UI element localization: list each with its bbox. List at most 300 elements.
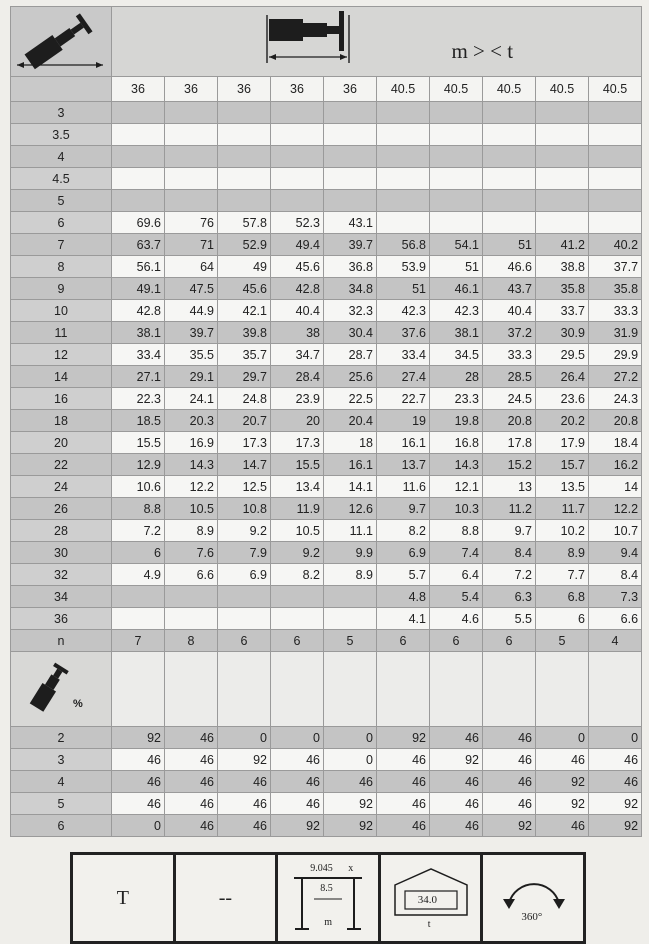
capacity-cell xyxy=(483,168,536,190)
boom-length-cell: 40.5 xyxy=(483,77,536,102)
radius-label: 24 xyxy=(11,476,112,498)
capacity-cell: 54.1 xyxy=(430,234,483,256)
capacity-cell: 46.1 xyxy=(430,278,483,300)
load-row xyxy=(11,586,642,608)
capacity-cell: 6.4 xyxy=(430,564,483,586)
load-row xyxy=(11,520,642,542)
capacity-cell: 9.2 xyxy=(218,520,271,542)
capacity-cell: 38.1 xyxy=(430,322,483,344)
load-row xyxy=(11,124,642,146)
load-row xyxy=(11,432,642,454)
capacity-cell: 28.4 xyxy=(271,366,324,388)
capacity-cell: 9.4 xyxy=(589,542,642,564)
capacity-cell xyxy=(483,146,536,168)
capacity-cell: 16.8 xyxy=(430,432,483,454)
capacity-cell: 39.7 xyxy=(324,234,377,256)
percent-cell: 46 xyxy=(377,793,430,815)
boom-length-row xyxy=(11,77,642,102)
n-cell: 6 xyxy=(430,630,483,652)
capacity-cell xyxy=(165,608,218,630)
capacity-cell: 4.8 xyxy=(377,586,430,608)
boom-length-cell: 36 xyxy=(271,77,324,102)
percent-cell: 46 xyxy=(430,727,483,749)
load-chart-sheet xyxy=(10,6,641,837)
n-cell: 6 xyxy=(377,630,430,652)
radius-label: 3.5 xyxy=(11,124,112,146)
rotation-arrow-icon xyxy=(483,855,583,941)
radius-label: 5 xyxy=(11,190,112,212)
capacity-cell: 6.8 xyxy=(536,586,589,608)
telescopic-boom-icon xyxy=(265,7,365,67)
capacity-cell: 20 xyxy=(271,410,324,432)
capacity-cell: 12.1 xyxy=(430,476,483,498)
radius-label: 36 xyxy=(11,608,112,630)
capacity-cell: 7.2 xyxy=(483,564,536,586)
capacity-cell: 4.9 xyxy=(112,564,165,586)
radius-label: 7 xyxy=(11,234,112,256)
telescope-percent-row xyxy=(11,652,642,727)
percent-cell: 46 xyxy=(218,793,271,815)
outrigger-depth: 8.5 xyxy=(320,883,333,894)
capacity-cell: 51 xyxy=(377,278,430,300)
percent-cell: 0 xyxy=(589,727,642,749)
capacity-cell: 40.2 xyxy=(589,234,642,256)
capacity-cell xyxy=(377,168,430,190)
capacity-cell xyxy=(430,124,483,146)
capacity-cell: 53.9 xyxy=(377,256,430,278)
capacity-cell: 33.4 xyxy=(112,344,165,366)
capacity-cell: 18.4 xyxy=(589,432,642,454)
capacity-cell: 57.8 xyxy=(218,212,271,234)
radius-label: 11 xyxy=(11,322,112,344)
percent-cell: 46 xyxy=(483,793,536,815)
capacity-cell: 6.3 xyxy=(483,586,536,608)
capacity-cell: 5.7 xyxy=(377,564,430,586)
capacity-cell: 24.1 xyxy=(165,388,218,410)
capacity-cell: 69.6 xyxy=(112,212,165,234)
percent-cell: 0 xyxy=(536,727,589,749)
boom-length-cell: 40.5 xyxy=(536,77,589,102)
capacity-cell: 6.6 xyxy=(589,608,642,630)
capacity-cell xyxy=(536,190,589,212)
capacity-cell: 43.7 xyxy=(483,278,536,300)
capacity-cell xyxy=(589,190,642,212)
counterweight-unit: t xyxy=(427,919,431,930)
capacity-cell: 30.4 xyxy=(324,322,377,344)
capacity-cell: 18 xyxy=(324,432,377,454)
capacity-cell: 49.4 xyxy=(271,234,324,256)
capacity-cell: 29.7 xyxy=(218,366,271,388)
capacity-cell: 39.8 xyxy=(218,322,271,344)
capacity-cell: 49.1 xyxy=(112,278,165,300)
blank-cell xyxy=(536,652,589,727)
crane-boom-icon xyxy=(11,7,111,73)
capacity-cell: 20.8 xyxy=(589,410,642,432)
capacity-cell xyxy=(430,190,483,212)
capacity-cell xyxy=(377,124,430,146)
capacity-cell: 35.7 xyxy=(218,344,271,366)
percent-cell: 46 xyxy=(112,793,165,815)
capacity-cell: 18.5 xyxy=(112,410,165,432)
boom-length-cell: 40.5 xyxy=(377,77,430,102)
capacity-cell: 28 xyxy=(430,366,483,388)
percent-cell: 46 xyxy=(271,749,324,771)
n-cell: 8 xyxy=(165,630,218,652)
percent-cell: 92 xyxy=(589,815,642,837)
telescope-row xyxy=(11,749,642,771)
capacity-cell xyxy=(218,102,271,124)
capacity-cell: 11.7 xyxy=(536,498,589,520)
capacity-cell: 76 xyxy=(165,212,218,234)
blank-cell xyxy=(377,652,430,727)
n-cell: 4 xyxy=(589,630,642,652)
capacity-cell: 6.9 xyxy=(377,542,430,564)
capacity-cell: 42.3 xyxy=(430,300,483,322)
boom-length-cell: 36 xyxy=(165,77,218,102)
capacity-cell: 10.5 xyxy=(271,520,324,542)
percent-cell: 46 xyxy=(271,793,324,815)
capacity-cell: 7.7 xyxy=(536,564,589,586)
dash-label: -- xyxy=(218,886,233,909)
load-row xyxy=(11,322,642,344)
radius-label: 6 xyxy=(11,212,112,234)
capacity-cell xyxy=(536,146,589,168)
percent-cell: 0 xyxy=(324,727,377,749)
capacity-cell: 8.2 xyxy=(377,520,430,542)
capacity-cell: 4.1 xyxy=(377,608,430,630)
capacity-cell: 10.3 xyxy=(430,498,483,520)
capacity-cell: 64 xyxy=(165,256,218,278)
capacity-cell xyxy=(324,124,377,146)
percent-cell: 92 xyxy=(430,749,483,771)
boom-header-cell xyxy=(112,7,642,77)
capacity-cell: 34.5 xyxy=(430,344,483,366)
capacity-cell: 7.6 xyxy=(165,542,218,564)
capacity-cell xyxy=(483,190,536,212)
capacity-cell: 13.7 xyxy=(377,454,430,476)
percent-cell: 46 xyxy=(324,771,377,793)
n-cell: 7 xyxy=(112,630,165,652)
capacity-cell xyxy=(112,124,165,146)
capacity-cell: 9.9 xyxy=(324,542,377,564)
capacity-cell: 8.4 xyxy=(483,542,536,564)
capacity-cell: 9.2 xyxy=(271,542,324,564)
percent-cell: 0 xyxy=(271,727,324,749)
capacity-cell: 20.8 xyxy=(483,410,536,432)
radius-label: 26 xyxy=(11,498,112,520)
capacity-cell: 20.3 xyxy=(165,410,218,432)
capacity-cell: 52.9 xyxy=(218,234,271,256)
capacity-cell: 51 xyxy=(483,234,536,256)
capacity-cell: 38.8 xyxy=(536,256,589,278)
capacity-cell xyxy=(536,102,589,124)
capacity-cell xyxy=(377,102,430,124)
load-row xyxy=(11,388,642,410)
n-row xyxy=(11,630,642,652)
blank-cell xyxy=(271,652,324,727)
capacity-cell xyxy=(218,146,271,168)
capacity-cell: 14.1 xyxy=(324,476,377,498)
load-row xyxy=(11,190,642,212)
capacity-cell: 46.6 xyxy=(483,256,536,278)
capacity-cell: 16.9 xyxy=(165,432,218,454)
capacity-cell: 33.3 xyxy=(483,344,536,366)
capacity-cell xyxy=(377,212,430,234)
capacity-cell: 33.7 xyxy=(536,300,589,322)
percent-cell: 92 xyxy=(536,771,589,793)
dash-cell xyxy=(176,855,276,941)
capacity-cell: 45.6 xyxy=(271,256,324,278)
capacity-cell xyxy=(218,124,271,146)
capacity-cell xyxy=(589,212,642,234)
capacity-cell: 12.2 xyxy=(165,476,218,498)
capacity-cell: 71 xyxy=(165,234,218,256)
radius-label: 10 xyxy=(11,300,112,322)
capacity-cell xyxy=(165,190,218,212)
boom-length-cell: 40.5 xyxy=(589,77,642,102)
capacity-cell xyxy=(112,102,165,124)
telescope-row xyxy=(11,727,642,749)
capacity-cell xyxy=(430,102,483,124)
capacity-cell xyxy=(324,146,377,168)
load-row xyxy=(11,410,642,432)
capacity-cell: 11.9 xyxy=(271,498,324,520)
capacity-cell xyxy=(589,168,642,190)
capacity-cell: 13.5 xyxy=(536,476,589,498)
capacity-cell xyxy=(165,146,218,168)
capacity-cell xyxy=(271,102,324,124)
telescope-row xyxy=(11,815,642,837)
capacity-cell: 13.4 xyxy=(271,476,324,498)
capacity-cell: 37.6 xyxy=(377,322,430,344)
capacity-cell: 45.6 xyxy=(218,278,271,300)
configuration-panel xyxy=(70,852,586,944)
capacity-cell: 14.7 xyxy=(218,454,271,476)
capacity-cell: 10.8 xyxy=(218,498,271,520)
capacity-cell: 6 xyxy=(112,542,165,564)
outrigger-x: x xyxy=(348,863,354,874)
capacity-cell: 29.5 xyxy=(536,344,589,366)
percent-cell: 92 xyxy=(589,793,642,815)
outrigger-cell xyxy=(278,855,378,941)
capacity-cell: 10.2 xyxy=(536,520,589,542)
capacity-cell: 35.5 xyxy=(165,344,218,366)
radius-label: 12 xyxy=(11,344,112,366)
load-row xyxy=(11,564,642,586)
slew-cell xyxy=(483,855,583,941)
capacity-cell: 31.9 xyxy=(589,322,642,344)
section-label: 3 xyxy=(11,749,112,771)
capacity-cell: 16.1 xyxy=(324,454,377,476)
percent-cell: 0 xyxy=(324,749,377,771)
capacity-cell: 37.2 xyxy=(483,322,536,344)
capacity-cell xyxy=(165,124,218,146)
capacity-cell xyxy=(271,608,324,630)
capacity-cell: 27.4 xyxy=(377,366,430,388)
percent-cell: 46 xyxy=(589,771,642,793)
capacity-cell: 38.1 xyxy=(112,322,165,344)
capacity-cell xyxy=(218,586,271,608)
telescope-row xyxy=(11,771,642,793)
percent-cell: 46 xyxy=(377,815,430,837)
percent-cell: 46 xyxy=(218,771,271,793)
load-row xyxy=(11,608,642,630)
load-row xyxy=(11,234,642,256)
capacity-cell: 30.9 xyxy=(536,322,589,344)
percent-label: % xyxy=(73,698,83,710)
capacity-cell: 36.8 xyxy=(324,256,377,278)
boom-length-corner xyxy=(11,77,112,102)
blank-cell xyxy=(218,652,271,727)
capacity-cell: 34.7 xyxy=(271,344,324,366)
capacity-cell: 28.5 xyxy=(483,366,536,388)
radius-label: 30 xyxy=(11,542,112,564)
mode-cell xyxy=(73,855,173,941)
capacity-cell: 6 xyxy=(536,608,589,630)
capacity-cell: 33.3 xyxy=(589,300,642,322)
percent-cell: 46 xyxy=(483,727,536,749)
capacity-cell xyxy=(377,146,430,168)
radius-label: 4 xyxy=(11,146,112,168)
capacity-cell: 15.5 xyxy=(112,432,165,454)
crane-header-cell xyxy=(11,7,112,77)
capacity-cell: 15.5 xyxy=(271,454,324,476)
capacity-cell: 23.6 xyxy=(536,388,589,410)
percent-cell: 46 xyxy=(165,815,218,837)
capacity-cell: 10.6 xyxy=(112,476,165,498)
percent-cell: 46 xyxy=(165,749,218,771)
load-row xyxy=(11,212,642,234)
n-cell: 5 xyxy=(324,630,377,652)
capacity-cell: 14.3 xyxy=(430,454,483,476)
section-label: 4 xyxy=(11,771,112,793)
percent-cell: 46 xyxy=(271,771,324,793)
percent-cell: 92 xyxy=(483,815,536,837)
boom-length-cell: 36 xyxy=(324,77,377,102)
percent-cell: 46 xyxy=(589,749,642,771)
capacity-cell xyxy=(271,168,324,190)
boom-length-cell: 40.5 xyxy=(430,77,483,102)
capacity-cell xyxy=(430,212,483,234)
load-row xyxy=(11,542,642,564)
capacity-cell xyxy=(165,168,218,190)
capacity-cell: 19 xyxy=(377,410,430,432)
capacity-cell: 24.8 xyxy=(218,388,271,410)
capacity-cell xyxy=(218,168,271,190)
load-row xyxy=(11,300,642,322)
capacity-cell: 44.9 xyxy=(165,300,218,322)
percent-cell: 0 xyxy=(218,727,271,749)
capacity-cell: 8.9 xyxy=(324,564,377,586)
capacity-cell: 8.2 xyxy=(271,564,324,586)
capacity-cell: 47.5 xyxy=(165,278,218,300)
capacity-cell: 12.2 xyxy=(589,498,642,520)
percent-cell: 46 xyxy=(430,815,483,837)
percent-cell: 46 xyxy=(430,771,483,793)
load-row xyxy=(11,476,642,498)
capacity-cell: 26.4 xyxy=(536,366,589,388)
capacity-cell: 10.5 xyxy=(165,498,218,520)
blank-cell xyxy=(589,652,642,727)
capacity-cell: 15.7 xyxy=(536,454,589,476)
capacity-cell xyxy=(324,190,377,212)
percent-cell: 92 xyxy=(377,727,430,749)
load-row xyxy=(11,102,642,124)
capacity-cell: 13 xyxy=(483,476,536,498)
capacity-cell: 28.7 xyxy=(324,344,377,366)
capacity-cell: 7.4 xyxy=(430,542,483,564)
capacity-cell: 7.9 xyxy=(218,542,271,564)
capacity-cell: 40.4 xyxy=(271,300,324,322)
capacity-cell: 8.9 xyxy=(165,520,218,542)
capacity-cell xyxy=(377,190,430,212)
capacity-cell: 16.2 xyxy=(589,454,642,476)
capacity-cell xyxy=(271,146,324,168)
capacity-cell: 42.3 xyxy=(377,300,430,322)
capacity-cell: 23.9 xyxy=(271,388,324,410)
capacity-cell: 12.9 xyxy=(112,454,165,476)
capacity-cell xyxy=(112,608,165,630)
capacity-cell: 51 xyxy=(430,256,483,278)
outrigger-unit: m xyxy=(324,917,332,928)
capacity-cell: 4.6 xyxy=(430,608,483,630)
n-label: n xyxy=(11,630,112,652)
capacity-cell xyxy=(483,212,536,234)
percent-cell: 46 xyxy=(165,793,218,815)
blank-cell xyxy=(483,652,536,727)
section-label: 2 xyxy=(11,727,112,749)
units-label: m > < t xyxy=(451,39,514,63)
capacity-cell xyxy=(589,124,642,146)
percent-cell: 46 xyxy=(165,727,218,749)
capacity-cell xyxy=(430,146,483,168)
capacity-cell: 8.9 xyxy=(536,542,589,564)
header-row xyxy=(11,7,642,77)
capacity-cell: 17.3 xyxy=(271,432,324,454)
percent-cell: 92 xyxy=(218,749,271,771)
capacity-cell: 42.8 xyxy=(112,300,165,322)
radius-label: 4.5 xyxy=(11,168,112,190)
capacity-cell: 20.4 xyxy=(324,410,377,432)
capacity-cell: 16.1 xyxy=(377,432,430,454)
load-row xyxy=(11,344,642,366)
capacity-cell: 41.2 xyxy=(536,234,589,256)
mode-label: T xyxy=(116,886,129,909)
percent-cell: 92 xyxy=(271,815,324,837)
n-cell: 5 xyxy=(536,630,589,652)
load-row xyxy=(11,146,642,168)
percent-cell: 46 xyxy=(377,771,430,793)
capacity-cell: 24.5 xyxy=(483,388,536,410)
capacity-cell: 7.2 xyxy=(112,520,165,542)
capacity-cell: 25.6 xyxy=(324,366,377,388)
capacity-cell: 49 xyxy=(218,256,271,278)
percent-cell: 46 xyxy=(430,793,483,815)
percent-cell: 0 xyxy=(112,815,165,837)
capacity-cell: 20.7 xyxy=(218,410,271,432)
capacity-cell: 56.8 xyxy=(377,234,430,256)
boom-length-cell: 36 xyxy=(112,77,165,102)
percent-cell: 92 xyxy=(112,727,165,749)
radius-label: 32 xyxy=(11,564,112,586)
capacity-cell xyxy=(324,102,377,124)
capacity-cell: 42.8 xyxy=(271,278,324,300)
capacity-cell xyxy=(589,146,642,168)
capacity-cell xyxy=(483,124,536,146)
radius-label: 28 xyxy=(11,520,112,542)
telescope-icon-cell xyxy=(11,652,112,727)
section-label: 5 xyxy=(11,793,112,815)
